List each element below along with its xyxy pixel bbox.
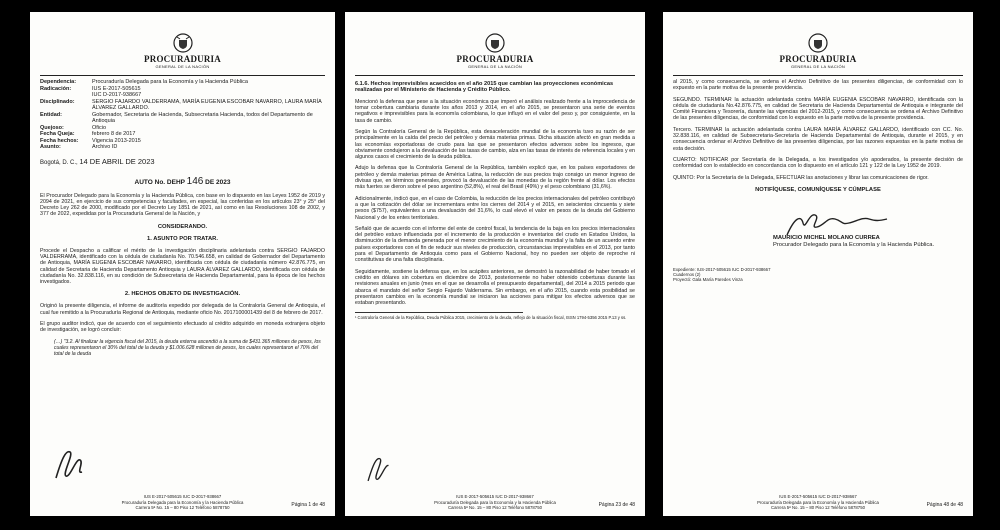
metadata-key: Radicación:	[40, 85, 72, 92]
file-reference-line: Proyectó: Gala María Paredes Vinza	[673, 277, 743, 283]
initials-signature-icon	[50, 444, 90, 484]
section-2-paragraph: Originó la presente diligencia, el informe de auditoría expedido por delegada de la Contraloría General de Antioquia, el cual fue remitido a la Procuraduría Regional de Antioquia, mediante oficio No. 2017100001439 del 8 de febrero de 2017.	[40, 303, 325, 316]
resolution-paragraph: al 2015, y como consecuencia, se ordena el Archivo Definitivo de las presentes diligencias, de conformidad con lo expuesto en la parte motiva de la presente providencia.	[673, 79, 963, 92]
body-paragraph: Según la Contraloría General de la República, esta desaceleración mundial de la economía tuvo su razón de ser principalmente en la caída del precio del petróleo y demás materias primas. Dicha situación afectó en gran medida a las economías exportadoras de crudo para las que se presentaron efectos adversos sobre los ingresos, que obviamente condujeron a la devaluación de las tasas de cambio, alza en las tasas de interés de referencia locales y en algunos casos el crecimiento de la deuda pública.	[355, 129, 635, 161]
coat-of-arms-icon	[484, 32, 506, 54]
seal-org-name: PROCURADURIA	[779, 54, 857, 64]
section-2-paragraph-2: El grupo auditor indicó, que de acuerdo con el seguimiento efectuado al crédito adquirido en moneda extranjera objeto de investigación, se logró concluir:	[40, 321, 325, 334]
header-divider	[355, 75, 635, 76]
metadata-value: IUC D-2017-938667	[92, 92, 142, 98]
metadata-value: SERGIO FAJARDO VALDERRAMA, MARÍA EUGENIA ESCOBAR NAVARRO, LAURA MARÍA ÁLVAREZ GALLARDO.	[92, 98, 322, 111]
page-number: Página 23 de 48	[598, 502, 635, 508]
resolution-quinto: QUINTO: Por la Secretaría de la Delegada, EFECTUAR las anotaciones y librar las comunicaciones de rigor.	[673, 174, 929, 181]
considerando-heading: CONSIDERANDO.	[157, 223, 208, 230]
footer-line: IUS E-2017-505615 IUC D-2017-938667	[143, 494, 222, 500]
page-number: Página 1 de 48	[291, 502, 325, 508]
file-reference-line: Cuadernos (2)	[673, 272, 701, 278]
body-paragraph: Mencionó la defensa que pese a la situación económica que imperó el análisis realizado frente a la improcedencia de tomar cobertura cambiaria durante los años 2013 y 2014, en el año 2015, se presentaron una serie de eventos negativos e imprevisibles para la economía colombiana, lo que influyó en el valor del peso y, por consiguiente, en la tasa de cambio.	[355, 98, 635, 124]
body-paragraph: Seguidamente, sostiene la defensa que, en los acápites anteriores, se demostró la razonabilidad de haber tomado el crédito en dólares sin cobertura en diciembre de 2013, posteriormente no haber obtenido coberturas durante las revisiones anuales en junio (mes en el que se desarrolla el presupuesto departamental), del 2014 a 2015 periodo que abarca el mandato del señor Sergio Fajardo Valderrama. Sin embargo, en el año 2015, cuando esta posibilidad se presentaron cambios en la economía mundial se iniciaron las acciones para mitigar los efectos adversos que se estaban presentando.	[355, 268, 635, 307]
footnote: ¹ Contraloría General de la República, Deuda Pública 2015, crecimiento de la deuda, reflejo de la situación fiscal, ISSN 1794-5356 2015 P.13 y ss.	[355, 315, 627, 321]
section-6-1-6-heading: 6.1.6. Hechos imprevisibles acaecidos en el año 2015 que cambian las proyecciones económicas realizadas por el Ministerio de Hacienda y Crédito Público.	[355, 81, 614, 94]
closing-formula: NOTIFÍQUESE, COMUNÍQUESE Y CÚMPLASE	[755, 186, 881, 193]
auto-num: 146	[186, 175, 204, 187]
document-page-48	[663, 12, 973, 516]
procuraduria-seal	[673, 32, 963, 69]
procuraduria-seal	[40, 32, 325, 69]
metadata-value: IUS E-2017-505615	[92, 85, 141, 92]
signature-block	[673, 211, 963, 261]
metadata-value: Vigencia 2013-2015	[92, 137, 141, 144]
auto-suffix: DE 2023	[205, 178, 231, 186]
resolution-segundo: SEGUNDO. TERMINAR la actuación adelantada contra MARÍA EUGENIA ESCOBAR NAVARRO, identificada con la cédula de ciudadanía No.42.876.775, en calidad de Secretaria de Hacienda Departamental de Antioquia e integrante del Comité Financiera y Tesorería, durante las vigencias del 2012-2015, y como consecuencia se ordena el Archivo Definitivo de las presentes diligencias, de conformidad con lo expuesto en la parte motiva de la presente providencia.	[673, 96, 963, 122]
footnote-divider	[355, 312, 523, 313]
seal-org-subtitle: GENERAL DE LA NACIÓN	[467, 64, 523, 69]
page-footer	[30, 494, 335, 510]
date-value: 14 DE ABRIL DE 2023	[79, 156, 155, 166]
intro-paragraph: El Procurador Delegado para la Economía y la Hacienda Pública, con base en lo dispuesto en las Leyes 1952 de 2019 y 2094 de 2021, en ejercicio de sus competencias y facultades, en especial, las conferidas en los artículos 23° y 25° del Decreto Ley 262 de 2000, modificado por el Decreto Ley 1851 de 2021, así como en las Resoluciones 108 de 2002, y 377 de 2022, expedidas por la Procuraduría General de la Nación, y	[40, 192, 325, 218]
quoted-finding: (…) "3.2. Al finalizar la vigencia fiscal del 2015, la deuda externa ascendió a la suma de $431.365 millones de pesos, los cuales representaron el 30% del total de la deuda y $1.006.628 millones de pesos, los cuales representaron el 70% del total de la deuda	[54, 338, 321, 357]
metadata-key: Asunto:	[40, 144, 61, 150]
metadata-value: Archivo ID	[92, 144, 118, 150]
signer-info	[773, 235, 934, 249]
metadata-value: febrero 8 de 2017	[92, 131, 136, 137]
metadata-key: Entidad:	[40, 111, 62, 118]
metadata-value: Gobernador, Secretaria de Hacienda, Subsecretaria Hacienda, todos del Departamento de Antioquia	[92, 111, 313, 124]
seal-org-name: PROCURADURIA	[456, 54, 534, 64]
footer-line: IUS E-2017-505615 IUC D-2017-938667	[456, 494, 534, 500]
metadata-value: Oficio	[92, 124, 107, 131]
auto-number	[40, 176, 325, 187]
coat-of-arms-icon	[172, 32, 194, 54]
metadata-key: Fecha hechos:	[40, 137, 79, 144]
metadata-row	[40, 112, 325, 125]
metadata-key: Fecha Queja:	[40, 131, 75, 137]
document-date	[40, 157, 325, 166]
metadata-key: Disciplinado:	[40, 98, 75, 105]
footer-line: Carrera 5ª No. 15 – 80 Piso 12 Teléfono 5878750	[771, 504, 865, 510]
file-reference-line: Expediente: IUS-2017-505615 IUC D-2017-938667	[673, 266, 771, 272]
metadata-row	[40, 99, 325, 112]
section-2-heading: 2. HECHOS OBJETO DE INVESTIGACIÓN.	[124, 291, 241, 298]
seal-org-subtitle: GENERAL DE LA NACIÓN	[790, 64, 846, 69]
footer-line: Carrera 5ª No. 15 – 80 Piso 12 Teléfono 5878750	[135, 504, 230, 510]
resolution-cuarto: CUARTO: NOTIFICAR por Secretaría de la Delegada, a los investigados y/o apoderados, la presente decisión de conformidad con lo establecido en concordancia con lo dispuesto en el artículo 121 y 122 de la Ley 1952 de 2019.	[673, 156, 963, 170]
header-divider	[673, 75, 963, 76]
body-paragraph: Señaló que de acuerdo con el informe del ente de control fiscal, la tendencia de la baja en los precios internacionales del petróleo estuvo influenciada por el incremento de la producción e inventarios del crudo en Estados Unidos, la disminución de la demanda generada por el menor crecimiento de la economía mundial y la falta de un acuerdo entre países exportadores con el fin de reducir sus niveles de producción, circunstancias imprevisibles en el 2013, por tanto para el Departamento de Antioquia como para el Gobierno Nacional, hoy no pueden ser objeto de reproche ni constitutivas de una falta disciplinaria.	[355, 225, 635, 264]
resolution-tercero: Tercero. TERMINAR la actuación adelantada contra LAURA MARÍA ÁLVAREZ GALLARDO, identificado con CC. No. 32.838.116, en calidad de Subsecretaria-Secretaría de Hacienda Departamental de Antioquia, durante el 2015, y en consecuencia ordenar el Archivo Definitivo de las presentes diligencias, por las razones expuestas en la parte motiva de esta decisión.	[673, 126, 963, 152]
signer-name: MAURICIO MICHEL MOLANO CURREA	[773, 234, 880, 241]
body-paragraph: Adujo la defensa que la Contraloría General de la República, también explicó que, en los países exportadores de petróleo y demás materias primas de América Latina, la reducción de sus precios trajo consigo un menor ingreso de divisas que, en términos generales, provocó la devaluación de las monedas de la región frente al dólar. Los efectos más fuertes se dieron sobre el peso argentino (52,8%), el real del Brasil (49%) y el peso colombiano (31,6%).	[355, 165, 635, 191]
header-divider	[40, 75, 325, 76]
document-page-1	[30, 12, 335, 516]
date-prefix: Bogotá, D. C.,	[40, 159, 80, 166]
footer-line: Procuraduría Delegada para la Economía y la Hacienda Pública	[434, 499, 556, 505]
footer-line: IUS E-2017-505615 IUC D-2017-938667	[779, 494, 857, 500]
auto-prefix: AUTO No. DEHP	[134, 178, 185, 186]
document-page-23	[345, 12, 645, 516]
seal-org-subtitle: GENERAL DE LA NACIÓN	[155, 64, 210, 69]
section-1-paragraph: Procede el Despacho a calificar el mérito de la investigación disciplinaria adelantada contra SERGIO FAJARDO VALDERRAMA, identificado con la cédula de ciudadanía No. 70.546.658, en calidad de Gobernador del Departamento de Antioquia, MARÍA EUGENIA ESCOBAR NAVARRO, identificada con cédula de ciudadanía número 42.876.775, en calidad de Secretaria de Hacienda Departamento Antioquia y LAURA ÁLVAREZ GALLARDO, identificada con cédula de ciudadanía No. 32.838.116, en su condición de Subsecretaria de Hacienda Departamental, para la época de los hechos investigados.	[40, 247, 325, 286]
seal-org-name: PROCURADURIA	[144, 54, 221, 64]
metadata-key: Quejoso:	[40, 124, 64, 131]
footer-line: Procuraduría Delegada para la Economía y la Hacienda Pública	[121, 499, 244, 505]
coat-of-arms-icon	[807, 32, 829, 54]
procuraduria-seal	[355, 32, 635, 69]
metadata-key: Dependencia:	[40, 79, 77, 85]
signer-role: Procurador Delegado para la Economía y la Hacienda Pública.	[773, 241, 935, 248]
metadata-row	[40, 144, 325, 151]
case-metadata	[40, 79, 325, 151]
body-paragraph: Adicionalmente, indicó que, en el caso de Colombia, la reducción de los precios internacionales del petróleo contribuyó a que la cotización del dólar se incrementara entre los cierres del 2014 y el 2015, en seiscientos cincuenta y siete pesos ($757), equivalentes a una devaluación del 31,6%, lo cual elevó el valor en pesos de la deuda del Gobierno Nacional y de los entes territoriales.	[355, 195, 635, 221]
section-1-heading: 1. ASUNTO POR TRATAR.	[147, 235, 218, 242]
initials-signature-icon	[363, 452, 397, 486]
file-reference	[673, 267, 963, 283]
page-number: Página 48 de 48	[926, 502, 963, 508]
metadata-value: Procuraduría Delegada para la Economía y la Hacienda Pública	[92, 79, 248, 85]
footer-line: Procuraduría Delegada para la Economía y la Hacienda Pública	[757, 499, 879, 505]
footer-line: Carrera 5ª No. 15 – 80 Piso 12 Teléfono 5878750	[448, 504, 542, 510]
